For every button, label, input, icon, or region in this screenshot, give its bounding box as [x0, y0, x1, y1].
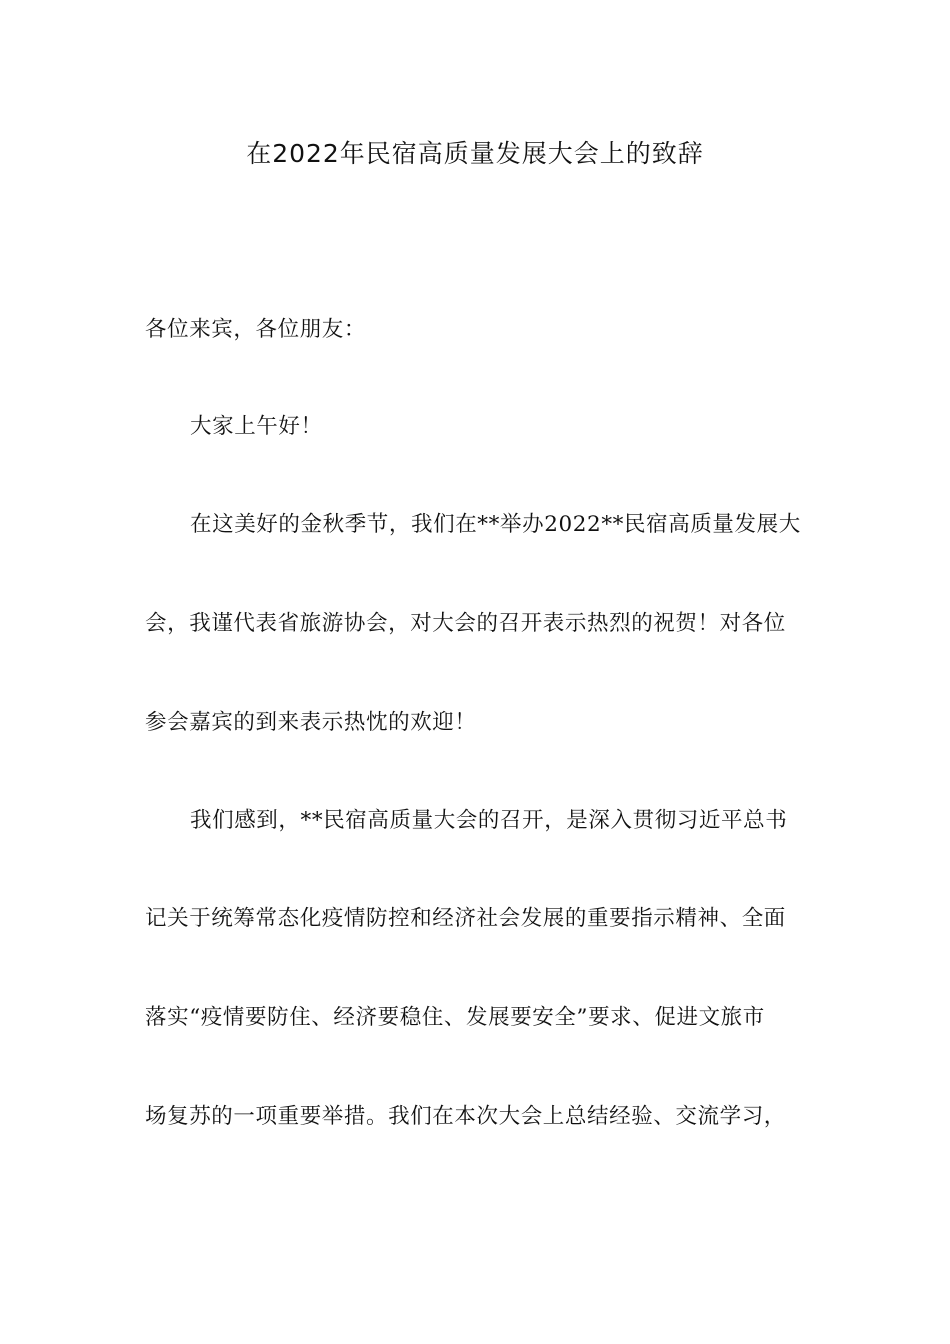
paragraph-line: 我们感到，**民宿高质量大会的召开，是深入贯彻习近平总书	[190, 808, 788, 833]
paragraph-line: 会，我谨代表省旅游协会，对大会的召开表示热烈的祝贺！对各位	[145, 611, 786, 636]
paragraph-line: 在这美好的金秋季节，我们在**举办2022**民宿高质量发展大	[190, 512, 801, 537]
document-title: 在2022年民宿高质量发展大会上的致辞	[246, 139, 704, 168]
greeting-line: 大家上午好！	[190, 414, 323, 439]
salutation-line: 各位来宾，各位朋友：	[145, 317, 367, 342]
paragraph-line: 记关于统筹常态化疫情防控和经济社会发展的重要指示精神、全面	[145, 906, 786, 931]
paragraph-line: 落实“疫情要防住、经济要稳住、发展要安全”要求、促进文旅市	[145, 1005, 765, 1030]
paragraph-line: 场复苏的一项重要举措。我们在本次大会上总结经验、交流学习，	[145, 1104, 786, 1129]
paragraph-line: 参会嘉宾的到来表示热忱的欢迎！	[145, 710, 477, 735]
